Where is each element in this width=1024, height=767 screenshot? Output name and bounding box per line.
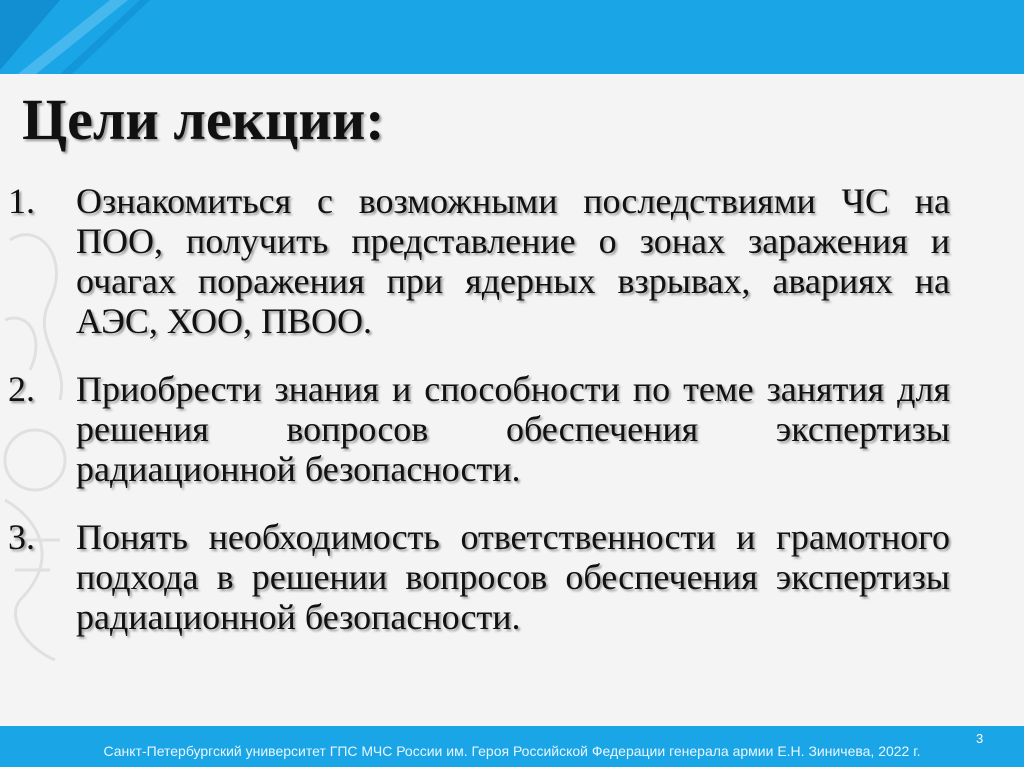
goal-text: Понять необходимость ответственности и грамотного подхода в решении вопросов обеспечения экспертизы радиационной безопасности. xyxy=(76,517,950,637)
goal-number: 3. xyxy=(8,517,35,557)
goal-number: 1. xyxy=(8,181,35,221)
goal-text: Ознакомиться с возможными последствиями ЧС на ПОО, получить представление о зонах заражения и очагах поражения при ядерных взрывах, авариях на АЭС, ХОО, ПВОО. xyxy=(76,181,950,341)
slide-title: Цели лекции: xyxy=(22,87,385,152)
page-number: 3 xyxy=(976,731,984,746)
goal-item xyxy=(0,181,1024,341)
goal-item xyxy=(0,369,1024,489)
footer-text: Санкт-Петербургский университет ГПС МЧС России им. Героя Российской Федерации генерала армии Е.Н. Зиничева, 2022 г. xyxy=(103,743,921,759)
goal-item xyxy=(0,517,1024,637)
decorative-stripes xyxy=(0,0,150,74)
goals-list xyxy=(0,181,1024,637)
goal-number: 2. xyxy=(8,369,35,409)
header-bar xyxy=(0,0,1024,74)
goal-text: Приобрести знания и способности по теме занятия для решения вопросов обеспечения экспертизы радиационной безопасности. xyxy=(76,369,950,489)
